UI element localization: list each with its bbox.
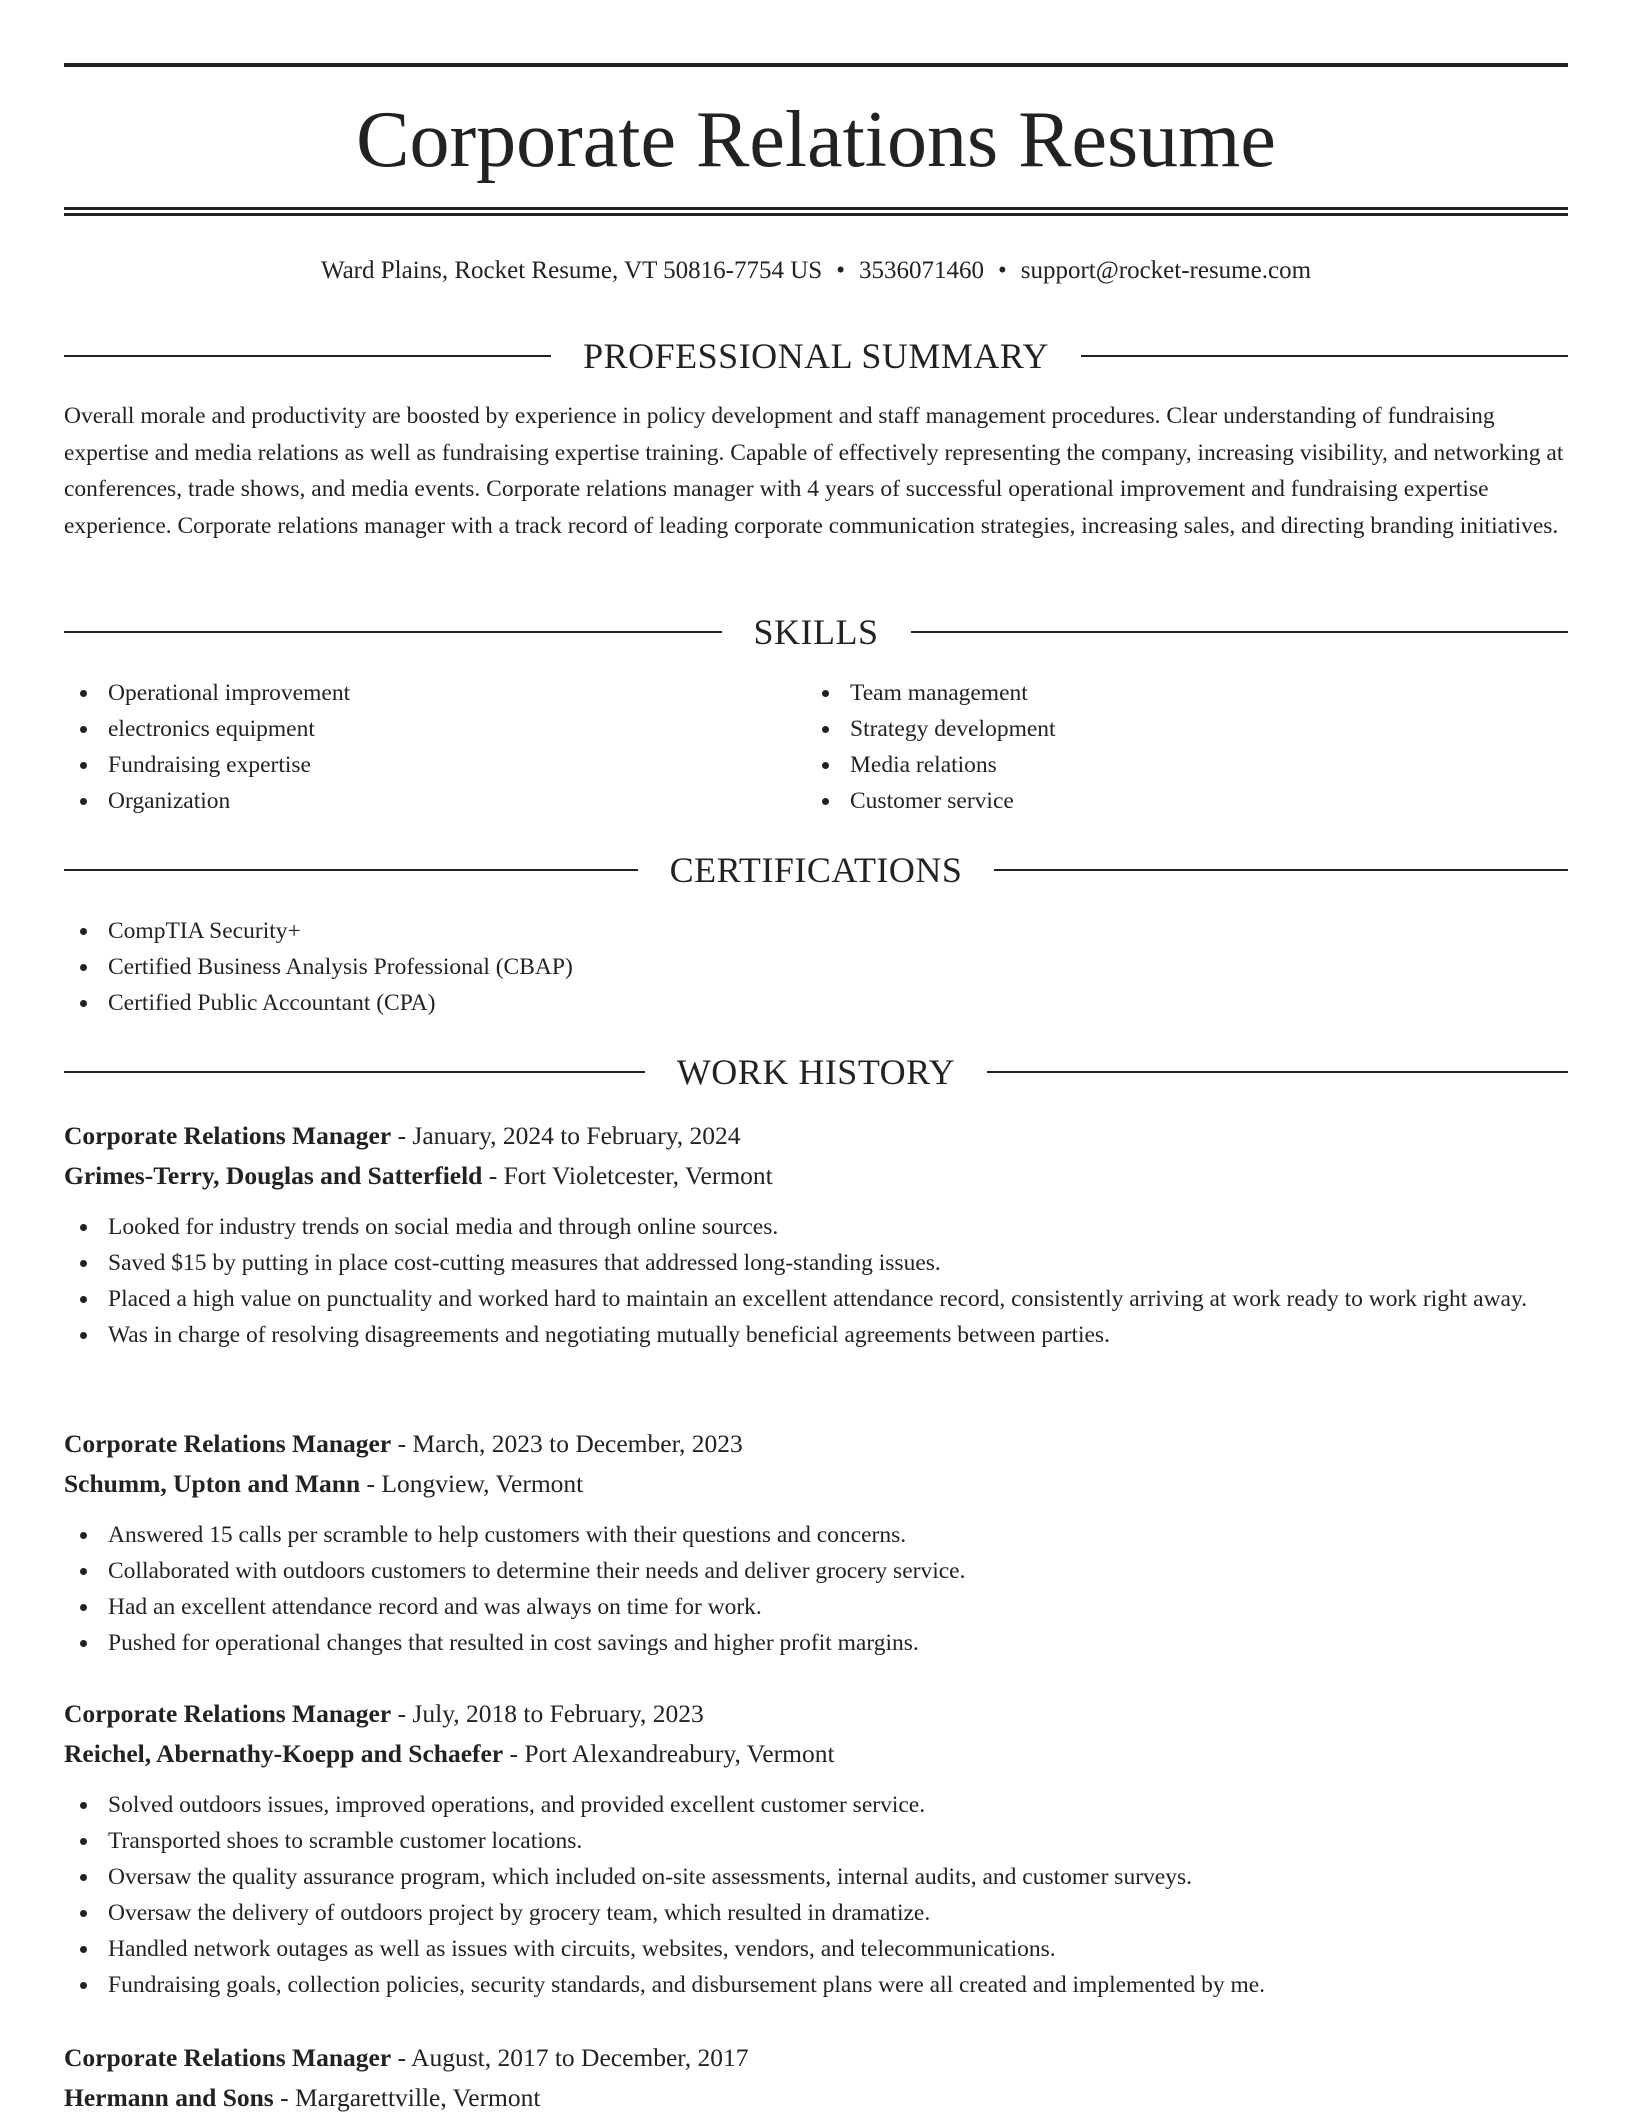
section-title: WORK HISTORY — [676, 1052, 956, 1092]
job-duties-list — [64, 1209, 1568, 1353]
skills-list-left — [64, 675, 784, 819]
contact-address: Ward Plains, Rocket Resume, VT 50816-7754 US — [320, 257, 823, 284]
job-company: Grimes-Terry, Douglas and Satterfield — [64, 1161, 483, 1190]
job-company-line — [64, 1464, 1568, 1504]
section-rule — [64, 631, 722, 633]
certification-item: CompTIA Security+ — [64, 913, 1568, 949]
skill-item: Media relations — [806, 747, 1526, 783]
contact-separator: • — [836, 257, 845, 284]
certification-item: Certified Business Analysis Professional (CBAP) — [64, 949, 1568, 985]
job-title: Corporate Relations Manager — [64, 1121, 392, 1150]
skill-item: Team management — [806, 675, 1526, 711]
job-duty: Solved outdoors issues, improved operations, and provided excellent customer service. — [64, 1787, 1568, 1823]
job-location: - Port Alexandreabury, Vermont — [503, 1739, 835, 1768]
section-rule — [911, 631, 1569, 633]
skill-item: Fundraising expertise — [64, 747, 784, 783]
job-title-line — [64, 1116, 1568, 1156]
section-rule — [64, 1071, 645, 1073]
job-dates: - March, 2023 to December, 2023 — [391, 1429, 743, 1458]
job-location: - Fort Violetcester, Vermont — [482, 1161, 773, 1190]
contact-separator: • — [997, 257, 1007, 284]
double-rule — [64, 207, 1568, 216]
job-entry — [64, 1424, 1568, 1661]
job-duty: Oversaw the delivery of outdoors project by grocery team, which resulted in dramatize. — [64, 1895, 1568, 1931]
job-dates: - August, 2017 to December, 2017 — [391, 2043, 749, 2072]
section-header-summary — [64, 336, 1568, 376]
section-rule — [994, 869, 1568, 871]
job-duty: Fundraising goals, collection policies, security standards, and disbursement plans were all created and implemented by me. — [64, 1967, 1568, 2003]
job-duty: Looked for industry trends on social media and through online sources. — [64, 1209, 1568, 1245]
job-entry — [64, 2038, 1568, 2118]
job-duty: Saved $15 by putting in place cost-cutting measures that addressed long-standing issues. — [64, 1245, 1568, 1281]
section-title: CERTIFICATIONS — [669, 850, 963, 890]
job-company-line — [64, 1156, 1568, 1196]
certification-item: Certified Public Accountant (CPA) — [64, 985, 1568, 1021]
skill-item: electronics equipment — [64, 711, 784, 747]
section-header-certifications — [64, 850, 1568, 890]
job-duty: Answered 15 calls per scramble to help customers with their questions and concerns. — [64, 1517, 1568, 1553]
section-rule — [987, 1071, 1568, 1073]
section-header-skills — [64, 612, 1568, 652]
job-location: - Longview, Vermont — [360, 1469, 584, 1498]
job-entry — [64, 1116, 1568, 1353]
skill-item: Operational improvement — [64, 675, 784, 711]
contact-phone: 3536071460 — [858, 257, 984, 284]
job-duty: Collaborated with outdoors customers to determine their needs and deliver grocery service. — [64, 1553, 1568, 1589]
skill-item: Organization — [64, 783, 784, 819]
job-company: Hermann and Sons — [64, 2083, 274, 2112]
job-dates: - July, 2018 to February, 2023 — [391, 1699, 704, 1728]
skill-item: Customer service — [806, 783, 1526, 819]
skills-list-right — [806, 675, 1526, 819]
job-company: Schumm, Upton and Mann — [64, 1469, 361, 1498]
section-title: SKILLS — [753, 612, 879, 652]
job-duty: Handled network outages as well as issues with circuits, websites, vendors, and telecommunications. — [64, 1931, 1568, 1967]
job-duty: Had an excellent attendance record and was always on time for work. — [64, 1589, 1568, 1625]
section-rule — [1081, 355, 1568, 357]
job-location: - Margarettville, Vermont — [273, 2083, 541, 2112]
job-title: Corporate Relations Manager — [64, 1429, 392, 1458]
resume-title: Corporate Relations Resume — [356, 96, 1276, 184]
summary-text: Overall morale and productivity are boosted by experience in policy development and staff management procedures. Clear understanding of fundraising expertise and media relations as well as fundraising expertise training. Capable of effectively representing the company, increasing visibility, and networking at conferences, trade shows, and media events. Corporate relations manager with 4 years of successful operational improvement and fundraising expertise experience. Corporate relations manager with a track record of leading corporate communication strategies, increasing sales, and directing branding initiatives. — [64, 403, 1564, 539]
job-duty: Placed a high value on punctuality and worked hard to maintain an excellent attendance record, consistently arriving at work ready to work right away. — [64, 1281, 1568, 1317]
contact-email: support@rocket-resume.com — [1020, 257, 1312, 284]
contact-line — [64, 255, 1568, 287]
job-title-line — [64, 1694, 1568, 1734]
job-entry — [64, 1694, 1568, 2003]
certifications-list — [64, 913, 1568, 1021]
section-header-work-history — [64, 1052, 1568, 1092]
job-duty: Pushed for operational changes that resulted in cost savings and higher profit margins. — [64, 1625, 1568, 1661]
top-rule — [64, 63, 1568, 67]
job-company-line — [64, 1734, 1568, 1774]
section-title: PROFESSIONAL SUMMARY — [583, 336, 1049, 376]
job-duty: Transported shoes to scramble customer locations. — [64, 1823, 1568, 1859]
job-title: Corporate Relations Manager — [64, 2043, 392, 2072]
job-dates: - January, 2024 to February, 2024 — [391, 1121, 741, 1150]
job-title-line — [64, 2038, 1568, 2078]
job-title: Corporate Relations Manager — [64, 1699, 392, 1728]
job-title-line — [64, 1424, 1568, 1464]
job-duty: Was in charge of resolving disagreements and negotiating mutually beneficial agreements between parties. — [64, 1317, 1568, 1353]
job-duty: Oversaw the quality assurance program, which included on-site assessments, internal audits, and customer surveys. — [64, 1859, 1568, 1895]
skill-item: Strategy development — [806, 711, 1526, 747]
job-company-line — [64, 2078, 1568, 2118]
job-company: Reichel, Abernathy-Koepp and Schaefer — [64, 1739, 504, 1768]
section-rule — [64, 869, 638, 871]
section-rule — [64, 355, 551, 357]
job-duties-list — [64, 1517, 1568, 1661]
job-duties-list — [64, 1787, 1568, 2003]
